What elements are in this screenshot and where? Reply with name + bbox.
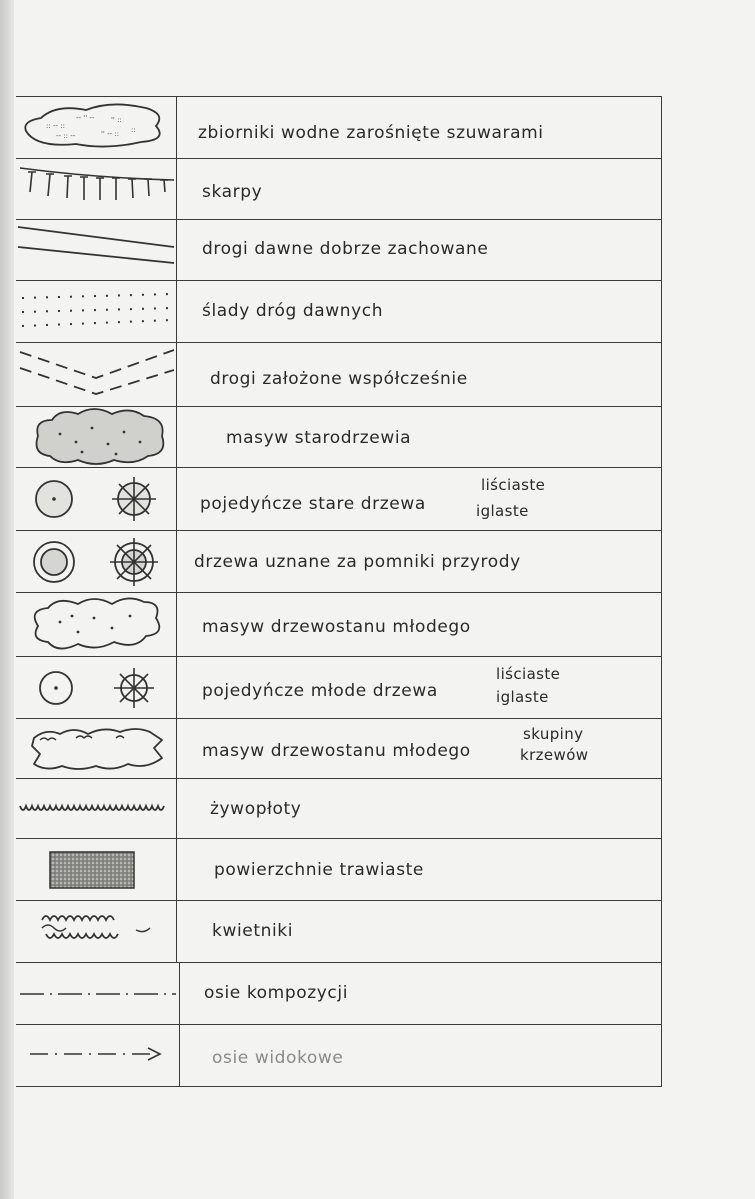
legend-label: masyw drzewostanu młodego — [202, 617, 471, 637]
legend-row-natural-monuments — [16, 530, 662, 593]
legend-label: pojedyńcze stare drzewa — [200, 494, 426, 514]
legend-label: osie widokowe — [212, 1048, 344, 1068]
legend-label: zbiorniki wodne zarośnięte szuwarami — [198, 123, 544, 143]
monument-tree-symbols-icon — [16, 530, 176, 592]
row-divider — [176, 96, 177, 158]
legend-row-shrub-groups — [16, 718, 662, 779]
svg-text:-- :: --: -- :: -- — [56, 132, 76, 140]
legend-label: ślady dróg dawnych — [202, 301, 384, 321]
svg-text:'' -- ::: '' -- :: — [101, 130, 120, 138]
legend-label: drzewa uznane za pomniki przyrody — [194, 552, 521, 572]
old-tree-symbols-icon — [16, 467, 176, 530]
legend-row-single-old-trees — [16, 467, 662, 531]
row-divider — [176, 467, 177, 530]
legend-label: drogi dawne dobrze zachowane — [202, 239, 489, 259]
legend-sublabel-coniferous: iglaste — [496, 688, 549, 706]
legend-label: powierzchnie trawiaste — [214, 860, 424, 880]
page-binding-edge — [0, 0, 14, 1199]
legend-row-old-roads — [16, 219, 662, 281]
legend-label: skarpy — [202, 182, 263, 202]
row-divider — [176, 778, 177, 838]
young-stand-mass-icon — [16, 592, 176, 656]
legend-sublabel-groups: skupiny — [523, 725, 584, 743]
legend-sublabel-coniferous: iglaste — [476, 502, 529, 520]
row-divider — [176, 530, 177, 592]
row-divider — [176, 406, 177, 467]
legend-row-flowerbeds — [16, 900, 662, 963]
legend-label: pojedyńcze młode drzewa — [202, 681, 438, 701]
svg-text:::: :: — [131, 126, 136, 134]
legend-sublabel-shrubs: krzewów — [520, 746, 589, 764]
row-divider — [179, 1024, 180, 1086]
row-divider — [179, 962, 180, 1024]
grass-stipple-icon — [16, 838, 176, 900]
legend-label: osie kompozycji — [204, 983, 349, 1003]
reed-water-symbol-icon — [16, 96, 176, 158]
row-divider — [176, 900, 177, 962]
flowerbed-scroll-icon — [16, 900, 176, 962]
dash-dot-axis-icon — [16, 962, 176, 1024]
legend-row-slopes — [16, 158, 662, 220]
legend-sublabel-deciduous: liściaste — [481, 476, 546, 494]
legend-row-old-road-traces — [16, 280, 662, 343]
old-road-lines-icon — [16, 219, 176, 280]
legend-right-border — [661, 96, 662, 1086]
row-divider — [176, 718, 177, 778]
legend-row-young-stand-mass — [16, 592, 662, 657]
svg-text:-- '' --: -- '' -- — [76, 114, 95, 122]
row-divider — [176, 838, 177, 900]
legend-label: drogi założone współcześnie — [210, 369, 468, 389]
slope-hachure-icon — [16, 158, 176, 219]
dashed-chevron-road-icon — [16, 342, 176, 406]
legend-sublabel-deciduous: liściaste — [496, 665, 561, 683]
view-axis-arrow-icon — [16, 1024, 176, 1086]
map-legend-table — [16, 96, 662, 1086]
legend-row-view-axes — [16, 1024, 662, 1087]
legend-row-modern-roads — [16, 342, 662, 407]
shrub-group-icon — [16, 718, 176, 778]
row-divider — [176, 158, 177, 219]
old-tree-mass-icon — [16, 406, 176, 467]
legend-label: masyw drzewostanu młodego — [202, 741, 471, 761]
row-divider — [176, 342, 177, 406]
legend-row-old-tree-mass — [16, 406, 662, 468]
svg-text:'' ::: '' :: — [111, 116, 122, 124]
legend-label: kwietniki — [212, 921, 294, 941]
row-divider — [176, 280, 177, 342]
legend-row-water-reservoirs — [16, 96, 662, 159]
legend-row-grass-areas — [16, 838, 662, 901]
legend-row-single-young-trees — [16, 656, 662, 719]
legend-label: masyw starodrzewia — [226, 428, 412, 448]
row-divider — [176, 219, 177, 280]
dotted-trace-icon — [16, 280, 176, 342]
legend-row-composition-axes — [16, 962, 662, 1025]
row-divider — [176, 656, 177, 718]
legend-label: żywopłoty — [210, 799, 302, 819]
legend-row-hedges — [16, 778, 662, 839]
hedge-wave-icon — [16, 778, 176, 838]
svg-text::: -- ::: :: -- :: — [46, 122, 65, 130]
row-divider — [176, 592, 177, 656]
young-tree-symbols-icon — [16, 656, 176, 718]
